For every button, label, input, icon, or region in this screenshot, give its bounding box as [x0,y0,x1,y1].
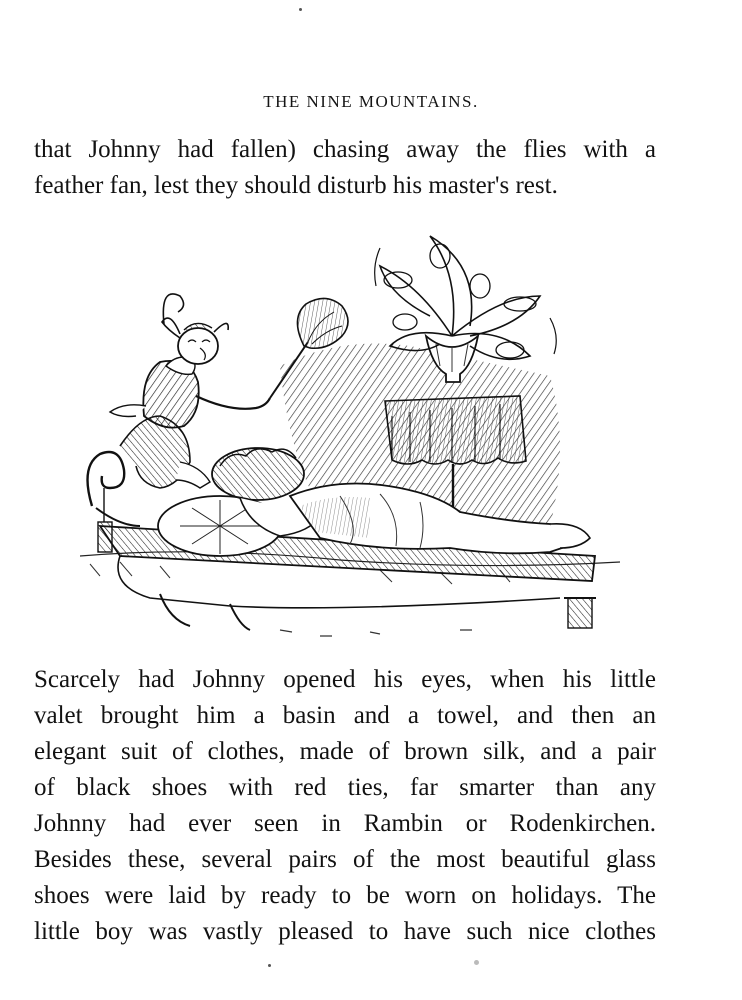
paragraph-bottom [34,662,656,950]
running-head: THE NINE MOUNTAINS. [263,92,479,111]
text-line: shoes were laid by ready to be worn on holidays. The [34,882,656,909]
print-speck [474,960,479,965]
text-line: Johnny had ever seen in Rambin or Rodenkirchen. [34,810,656,837]
text-line: Besides these, several pairs of the most beautiful glass [34,846,656,873]
paragraph-top [34,132,656,204]
text-line: valet brought him a basin and a towel, and then an [34,702,656,729]
engraving-sleeping-boy-with-elf-servant-icon [80,226,620,646]
text-line: of black shoes with red ties, far smarter than any [34,774,656,801]
print-speck [299,8,302,11]
text-line: Scarcely had Johnny opened his eyes, when his little [34,666,656,693]
text-line: little boy was vastly pleased to have such nice clothes [34,918,656,945]
text-line: feather fan, lest they should disturb his master's rest. [34,172,558,199]
text-line: that Johnny had fallen) chasing away the flies with a [34,136,656,163]
print-speck [268,964,271,967]
text-line: elegant suit of clothes, made of brown silk, and a pair [34,738,656,765]
